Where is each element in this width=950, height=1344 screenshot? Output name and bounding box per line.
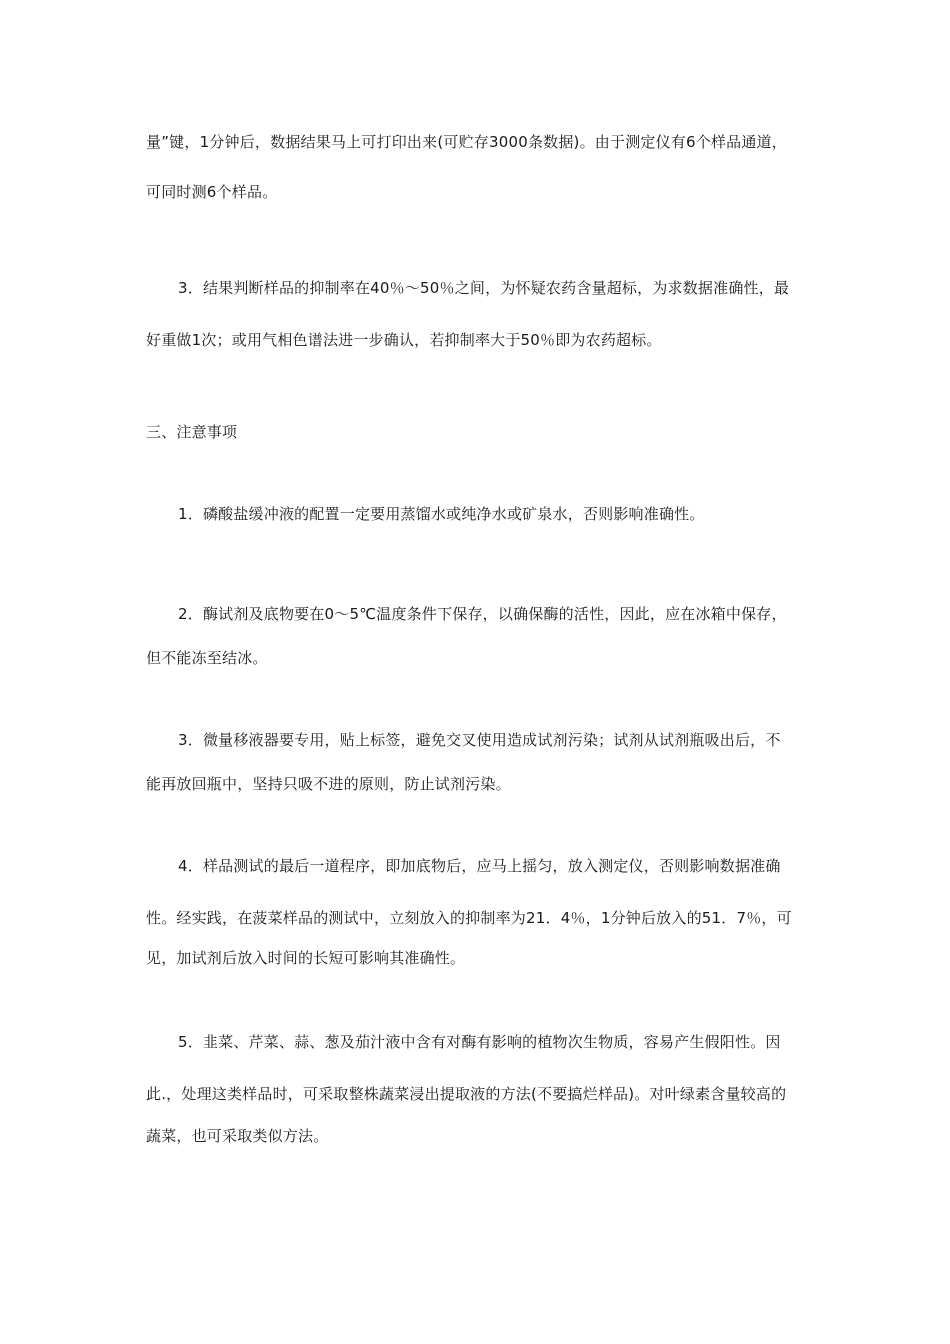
text-line: 5．韭菜、芹菜、蒜、葱及茄汁液中含有对酶有影响的植物次生物质，容易产生假阳性。因 [178, 1033, 781, 1051]
text-line: 此.，处理这类样品时，可采取整株蔬菜浸出提取液的方法(不要搞烂样品)。对叶绿素含量较高的 [146, 1085, 787, 1103]
text-line: 3．微量移液器要专用，贴上标签，避免交叉使用造成试剂污染；试剂从试剂瓶吸出后，不 [178, 731, 781, 749]
text-line: 1．磷酸盐缓冲液的配置一定要用蒸馏水或纯净水或矿泉水，否则影响准确性。 [178, 505, 705, 523]
text-line: 但不能冻至结冰。 [146, 649, 268, 667]
text-line: 3．结果判断样品的抑制率在40％～50％之间，为怀疑农药含量超标，为求数据准确性，最 [178, 279, 790, 297]
text-line: 2．酶试剂及底物要在0～5℃温度条件下保存，以确保酶的活性，因此，应在冰箱中保存， [178, 605, 787, 623]
text-line: 见，加试剂后放入时间的长短可影响其准确性。 [146, 949, 466, 967]
text-line: 量”键，1分钟后，数据结果马上可打印出来(可贮存3000条数据)。由于测定仪有6个样品通道， [146, 133, 787, 151]
text-line: 能再放回瓶中，坚持只吸不进的原则，防止试剂污染。 [146, 775, 511, 793]
text-line: 4．样品测试的最后一道程序，即加底物后，应马上摇匀，放入测定仪，否则影响数据准确 [178, 857, 781, 875]
text-line: 好重做1次；或用气相色谱法进一步确认，若抑制率大于50％即为农药超标。 [146, 331, 662, 349]
text-line: 可同时测6个样品。 [146, 183, 278, 201]
section-heading: 三、注意事项 [146, 423, 238, 441]
text-line: 性。经实践，在菠菜样品的测试中，立刻放入的抑制率为21．4％，1分钟后放入的51．7％，可 [146, 909, 792, 927]
text-line: 蔬菜，也可采取类似方法。 [146, 1127, 329, 1145]
